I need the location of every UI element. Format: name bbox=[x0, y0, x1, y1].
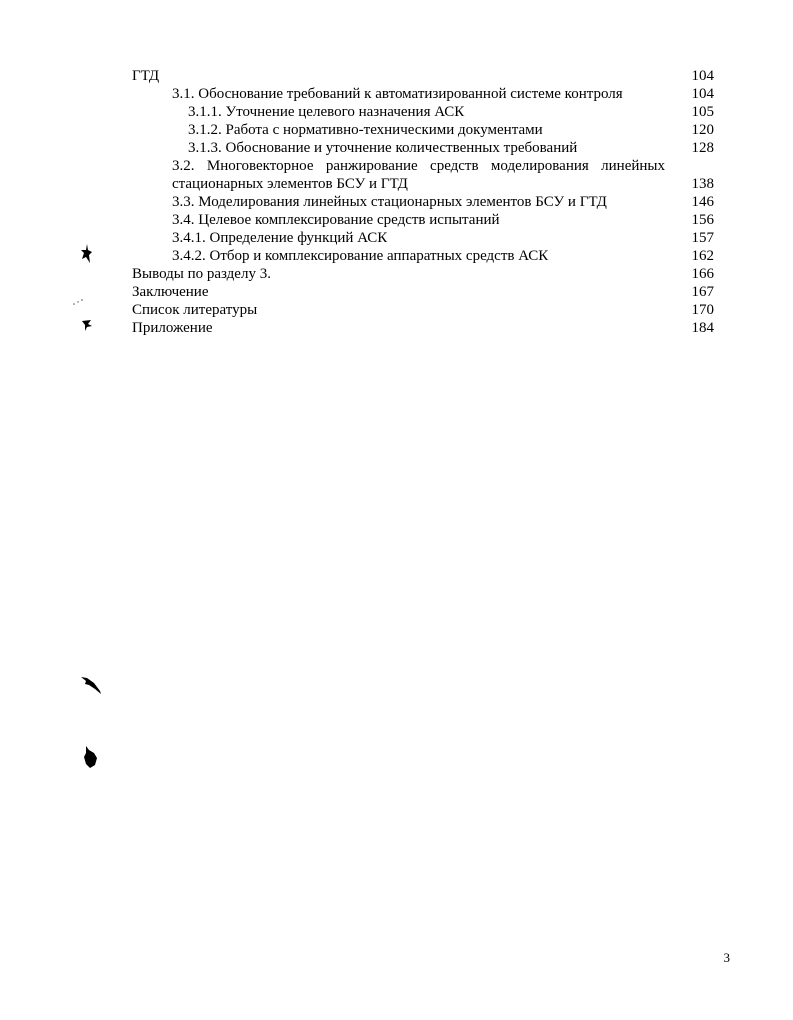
toc-entry-page: 105 bbox=[691, 104, 714, 120]
toc-entry-page: 167 bbox=[691, 284, 714, 300]
toc-entry-page: 166 bbox=[691, 266, 714, 282]
toc-entry-text: стационарных элементов БСУ и ГТД bbox=[172, 176, 408, 192]
scan-speck bbox=[72, 298, 84, 306]
scan-speck bbox=[80, 675, 102, 695]
scan-speck bbox=[81, 745, 99, 769]
toc-entry-page: 128 bbox=[691, 140, 714, 156]
toc-entry-page: 104 bbox=[691, 86, 714, 102]
toc-entry-text: 3.1. Обоснование требований к автоматизированной системе контроля bbox=[172, 86, 623, 102]
toc-entry-text: Заключение bbox=[132, 284, 209, 300]
page-number: 3 bbox=[723, 950, 730, 965]
toc-entry-page: 146 bbox=[691, 194, 714, 210]
toc-entry-page: 170 bbox=[691, 302, 714, 318]
toc-entry-text: Выводы по разделу 3. bbox=[132, 266, 271, 282]
toc-entry-text: 3.3. Моделирования линейных стационарных элементов БСУ и ГТД bbox=[172, 194, 607, 210]
toc-entry-page: 120 bbox=[691, 122, 714, 138]
toc-entry-text: 3.4.2. Отбор и комплексирование аппаратных средств АСК bbox=[172, 248, 549, 264]
toc-entry-text: 3.1.3. Обоснование и уточнение количественных требований bbox=[188, 140, 578, 156]
toc-entry-text: 3.1.2. Работа с нормативно-техническими документами bbox=[188, 122, 543, 138]
toc-entry-text: Приложение bbox=[132, 320, 213, 336]
scan-speck bbox=[78, 243, 96, 265]
toc-entry-text: Список литературы bbox=[132, 302, 258, 318]
toc-entry-page: 184 bbox=[691, 320, 714, 336]
toc-entry-page: 138 bbox=[691, 176, 714, 192]
toc-entry-text: 3.2. Многовекторное ранжирование средств моделирования линейных bbox=[172, 158, 665, 174]
toc-entry-page: 104 bbox=[691, 68, 714, 84]
toc-entry-text: ГТД bbox=[132, 68, 160, 84]
toc-entry-page: 157 bbox=[691, 230, 714, 246]
scan-speck bbox=[80, 318, 94, 332]
toc-entry-page: 162 bbox=[691, 248, 714, 264]
toc-entry-text: 3.4. Целевое комплексирование средств испытаний bbox=[172, 212, 500, 228]
toc-entry-text: 3.4.1. Определение функций АСК bbox=[172, 230, 388, 246]
toc-entry-text: 3.1.1. Уточнение целевого назначения АСК bbox=[188, 104, 465, 120]
toc-entry-page: 156 bbox=[691, 212, 714, 228]
